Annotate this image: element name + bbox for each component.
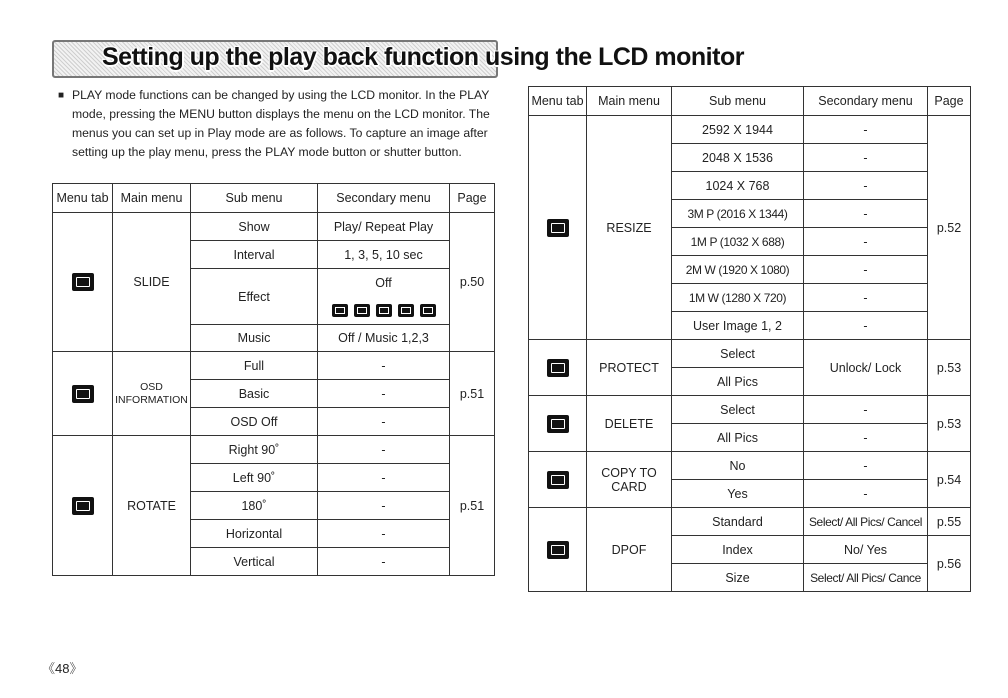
play-menu-table-right bbox=[528, 86, 971, 592]
page-title: Setting up the play back function using the LCD monitor bbox=[102, 43, 744, 71]
header-secondary-menu: Secondary menu bbox=[804, 87, 928, 116]
delete-icon bbox=[547, 415, 569, 433]
sub-menu-cell: Effect bbox=[191, 269, 318, 325]
sub-menu-cell: Size bbox=[672, 564, 804, 592]
slide-show-icon bbox=[72, 273, 94, 291]
dpof-icon bbox=[547, 541, 569, 559]
page-ref-osd: p.51 bbox=[450, 352, 495, 436]
rotate-icon bbox=[72, 497, 94, 515]
secondary-menu-cell: - bbox=[318, 492, 450, 520]
effect-4-icon bbox=[398, 304, 414, 317]
sub-menu-cell: Music bbox=[191, 325, 318, 352]
secondary-menu-cell: - bbox=[318, 520, 450, 548]
effect-2-icon bbox=[354, 304, 370, 317]
main-menu-copy bbox=[587, 452, 672, 508]
resize-icon bbox=[547, 219, 569, 237]
main-menu-slide: SLIDE bbox=[113, 213, 191, 352]
menu-tab-resize bbox=[529, 116, 587, 340]
secondary-menu-cell: - bbox=[804, 144, 928, 172]
secondary-menu-cell: 1, 3, 5, 10 sec bbox=[318, 241, 450, 269]
header-main-menu: Main menu bbox=[587, 87, 672, 116]
sub-menu-cell: All Pics bbox=[672, 424, 804, 452]
table-row bbox=[529, 396, 971, 424]
secondary-menu-cell: Off bbox=[318, 269, 450, 297]
main-menu-delete: DELETE bbox=[587, 396, 672, 452]
header-page: Page bbox=[450, 184, 495, 213]
page-ref-slide: p.50 bbox=[450, 213, 495, 352]
main-menu-rotate: ROTATE bbox=[113, 436, 191, 576]
header-sub-menu: Sub menu bbox=[672, 87, 804, 116]
secondary-menu-cell: - bbox=[804, 116, 928, 144]
sub-menu-cell: 1M P (1032 X 688) bbox=[672, 228, 804, 256]
sub-menu-cell: Interval bbox=[191, 241, 318, 269]
secondary-menu-cell: No/ Yes bbox=[804, 536, 928, 564]
table-row bbox=[53, 436, 495, 464]
main-menu-resize: RESIZE bbox=[587, 116, 672, 340]
secondary-menu-cell: - bbox=[804, 452, 928, 480]
page-ref-rotate: p.51 bbox=[450, 436, 495, 576]
table-header-row bbox=[529, 87, 971, 116]
page-ref-copy: p.54 bbox=[928, 452, 971, 508]
secondary-menu-cell: - bbox=[804, 172, 928, 200]
table-row bbox=[53, 352, 495, 380]
sub-menu-cell: Select bbox=[672, 340, 804, 368]
page-ref-dpof: p.56 bbox=[928, 536, 971, 592]
osd-information-icon bbox=[72, 385, 94, 403]
page-ref-resize: p.52 bbox=[928, 116, 971, 340]
header-menu-tab: Menu tab bbox=[53, 184, 113, 213]
copy-to-card-icon bbox=[547, 471, 569, 489]
menu-tab-copy bbox=[529, 452, 587, 508]
table-row bbox=[529, 452, 971, 480]
main-menu-osd bbox=[113, 352, 191, 436]
bullet-icon: ■ bbox=[58, 90, 65, 101]
intro-paragraph bbox=[60, 86, 492, 162]
secondary-menu-cell: Play/ Repeat Play bbox=[318, 213, 450, 241]
sub-menu-cell: No bbox=[672, 452, 804, 480]
secondary-menu-cell: - bbox=[318, 464, 450, 492]
sub-menu-cell: 1024 X 768 bbox=[672, 172, 804, 200]
secondary-menu-cell: - bbox=[804, 200, 928, 228]
secondary-menu-cell: - bbox=[804, 312, 928, 340]
table-row bbox=[53, 213, 495, 241]
secondary-menu-cell: - bbox=[804, 424, 928, 452]
sub-menu-cell: Standard bbox=[672, 508, 804, 536]
header-secondary-menu: Secondary menu bbox=[318, 184, 450, 213]
sub-menu-cell: Vertical bbox=[191, 548, 318, 576]
sub-menu-cell: Basic bbox=[191, 380, 318, 408]
menu-tab-slide bbox=[53, 213, 113, 352]
secondary-menu-cell: - bbox=[318, 352, 450, 380]
page-ref-dpof-standard: p.55 bbox=[928, 508, 971, 536]
header-page: Page bbox=[928, 87, 971, 116]
menu-tab-protect bbox=[529, 340, 587, 396]
sub-menu-cell: 2M W (1920 X 1080) bbox=[672, 256, 804, 284]
effect-3-icon bbox=[376, 304, 392, 317]
play-menu-table-left bbox=[52, 183, 495, 576]
page-ref-delete: p.53 bbox=[928, 396, 971, 452]
header-main-menu: Main menu bbox=[113, 184, 191, 213]
table-header-row bbox=[53, 184, 495, 213]
sub-menu-cell: Yes bbox=[672, 480, 804, 508]
header-menu-tab: Menu tab bbox=[529, 87, 587, 116]
main-menu-osd-line2: INFORMATION bbox=[115, 393, 188, 406]
secondary-menu-cell: - bbox=[804, 228, 928, 256]
intro-text: PLAY mode functions can be changed by using the LCD monitor. In the PLAY mode, pressing the MENU button displays the menu on the LCD monitor. The menus you can set up in Play mode are as follows. To capture an image after setting up the play menu, press the PLAY mode button or shutter button. bbox=[72, 88, 490, 159]
sub-menu-cell: Select bbox=[672, 396, 804, 424]
menu-tab-osd bbox=[53, 352, 113, 436]
sub-menu-cell: Full bbox=[191, 352, 318, 380]
sub-menu-cell: Right 90˚ bbox=[191, 436, 318, 464]
page-number: 《48》 bbox=[42, 661, 83, 676]
title-banner bbox=[52, 40, 744, 78]
main-menu-copy-line2: CARD bbox=[611, 479, 647, 494]
menu-tab-dpof bbox=[529, 508, 587, 592]
table-row bbox=[529, 340, 971, 368]
sub-menu-cell: All Pics bbox=[672, 368, 804, 396]
secondary-menu-cell: - bbox=[804, 396, 928, 424]
protect-icon bbox=[547, 359, 569, 377]
secondary-menu-cell: Select/ All Pics/ Cance bbox=[804, 564, 928, 592]
table-row bbox=[529, 116, 971, 144]
sub-menu-cell: 1M W (1280 X 720) bbox=[672, 284, 804, 312]
secondary-menu-cell: - bbox=[318, 548, 450, 576]
main-menu-dpof: DPOF bbox=[587, 508, 672, 592]
main-menu-copy-line1: COPY TO bbox=[601, 465, 657, 480]
effect-icons-cell bbox=[318, 297, 450, 325]
table-row bbox=[529, 508, 971, 536]
sub-menu-cell: Left 90˚ bbox=[191, 464, 318, 492]
secondary-menu-cell: Select/ All Pics/ Cancel bbox=[804, 508, 928, 536]
secondary-menu-cell: - bbox=[318, 408, 450, 436]
sub-menu-cell: Show bbox=[191, 213, 318, 241]
sub-menu-cell: Index bbox=[672, 536, 804, 564]
secondary-menu-cell: - bbox=[804, 480, 928, 508]
secondary-menu-cell: - bbox=[318, 436, 450, 464]
secondary-menu-cell: - bbox=[804, 284, 928, 312]
effect-5-icon bbox=[420, 304, 436, 317]
main-menu-osd-line1: OSD bbox=[140, 380, 163, 393]
secondary-menu-cell: - bbox=[318, 380, 450, 408]
sub-menu-cell: Horizontal bbox=[191, 520, 318, 548]
menu-tab-delete bbox=[529, 396, 587, 452]
sub-menu-cell: 180˚ bbox=[191, 492, 318, 520]
effect-1-icon bbox=[332, 304, 348, 317]
menu-tab-rotate bbox=[53, 436, 113, 576]
sub-menu-cell: 2048 X 1536 bbox=[672, 144, 804, 172]
page-ref-protect: p.53 bbox=[928, 340, 971, 396]
sub-menu-cell: OSD Off bbox=[191, 408, 318, 436]
main-menu-protect: PROTECT bbox=[587, 340, 672, 396]
sub-menu-cell: 3M P (2016 X 1344) bbox=[672, 200, 804, 228]
secondary-menu-cell: - bbox=[804, 256, 928, 284]
sub-menu-cell: 2592 X 1944 bbox=[672, 116, 804, 144]
header-sub-menu: Sub menu bbox=[191, 184, 318, 213]
secondary-menu-cell: Unlock/ Lock bbox=[804, 340, 928, 396]
secondary-menu-cell: Off / Music 1,2,3 bbox=[318, 325, 450, 352]
sub-menu-cell: User Image 1, 2 bbox=[672, 312, 804, 340]
